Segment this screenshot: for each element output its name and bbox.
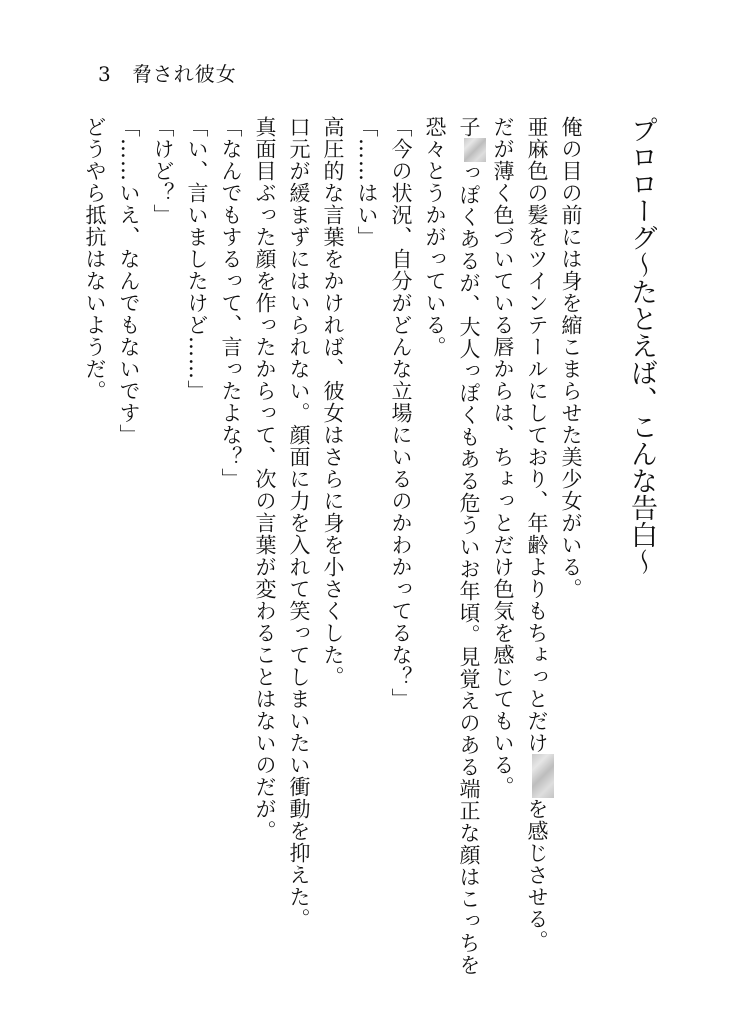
paragraph-text: っぽくあるが、大人っぽくもある危ういお年頃。見覚えのある端正な顔はこっちを恐々とうかがっている。 <box>423 116 481 976</box>
section-title: プロローグ〜たとえば、こんな告白〜 <box>626 116 657 575</box>
paragraph: どうやら抵抗はないようだ。 <box>83 116 107 402</box>
paragraph-text: 子 <box>457 116 481 138</box>
paragraph-text: を感じさせる。 <box>525 798 549 952</box>
paragraph-text: 亜麻色の髪をツインテールにしており、年齢よりもちょっとだけ <box>525 116 549 754</box>
dialogue-line: 「……はい」 <box>355 116 379 248</box>
paragraph: だが薄く色づいている唇からは、ちょっとだけ色気を感じてもいる。 <box>491 116 515 798</box>
dialogue-line: 「……いえ、なんでもないです」 <box>117 116 141 446</box>
paragraph: 俺の目の前には身を縮こまらせた美少女がいる。 <box>559 116 583 600</box>
censored-word-mosaic <box>532 754 554 798</box>
dialogue-line: 「今の状況、自分がどんな立場にいるのかわかってるな？」 <box>389 116 413 710</box>
paragraph <box>418 116 486 976</box>
paragraph: 高圧的な言葉をかければ、彼女はさらに身を小さくした。 <box>321 116 345 688</box>
vertical-text-body <box>78 116 658 976</box>
paragraph: 真面目ぶった顔を作ったからって、次の言葉が変わることはないのだが。 <box>253 116 277 842</box>
chapter-title: 脅され彼女 <box>131 62 237 86</box>
page-number: 3 <box>98 62 112 86</box>
paragraph: 口元が緩まずにはいられない。顔面に力を入れて笑ってしまいたい衝動を抑えた。 <box>287 116 311 930</box>
running-header <box>98 58 237 87</box>
dialogue-line: 「けど？」 <box>151 116 175 226</box>
censored-word-mosaic <box>464 138 486 162</box>
paragraph <box>520 116 554 976</box>
dialogue-line: 「い、言いましたけど……」 <box>185 116 209 402</box>
dialogue-line: 「なんでもするって、言ったよな？」 <box>219 116 243 490</box>
